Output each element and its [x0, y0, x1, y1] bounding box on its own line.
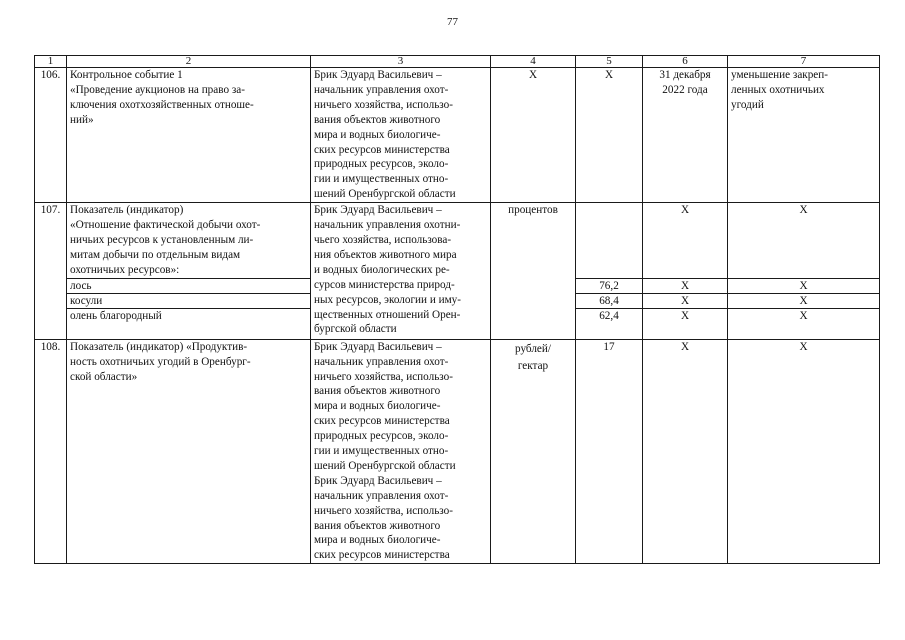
text-line: рублей/ [515, 342, 551, 355]
text-line: вания объектов животного [314, 519, 441, 532]
text-line: «Проведение аукционов на право за- [70, 83, 245, 96]
text-line: и водных биологических ре- [314, 263, 450, 276]
deadline-cell: Х [643, 278, 728, 293]
species-name: лось [67, 278, 311, 293]
note-cell: Х [728, 293, 880, 308]
text-line: вания объектов животного [314, 113, 441, 126]
responsible-cell [311, 203, 491, 340]
text-line: Контрольное событие 1 [70, 69, 183, 81]
deadline-cell: Х [643, 203, 728, 279]
note-cell: Х [728, 339, 880, 564]
deadline-cell: Х [643, 293, 728, 308]
text-line: щественных отношений Орен- [314, 308, 461, 321]
unit-cell: процентов [491, 203, 576, 340]
note-cell: Х [728, 308, 880, 339]
program-table [34, 55, 880, 564]
text-line: ничьего хозяйства, использо- [314, 98, 453, 111]
value-cell: 17 [576, 339, 643, 564]
text-line: гии и имущественных отно- [314, 173, 449, 186]
text-line: 2022 года [662, 83, 708, 96]
deadline-cell [643, 68, 728, 203]
text-line: Показатель (индикатор) «Продуктив- [70, 340, 248, 353]
species-name: косули [67, 293, 311, 308]
responsible-cell [311, 339, 491, 564]
column-number: 7 [728, 56, 880, 68]
text-line: Брик Эдуард Васильевич – [314, 474, 442, 487]
text-line: ных ресурсов, экологии и иму- [314, 293, 461, 306]
value-cell: 62,4 [576, 308, 643, 339]
text-line: мира и водных биологиче- [314, 128, 441, 141]
text-line: гии и имущественных отно- [314, 445, 449, 458]
text-line: чьего хозяйства, использова- [314, 233, 452, 246]
column-number-row [35, 56, 880, 68]
text-line: шений Оренбургской области [314, 459, 456, 472]
indicator-name-cell [67, 203, 311, 279]
column-number: 1 [35, 56, 67, 68]
text-line: начальник управления охот- [314, 355, 449, 368]
note-cell: Х [728, 203, 880, 279]
text-line: ской области» [70, 370, 138, 383]
text-line: бургской области [314, 323, 397, 336]
table-row-107 [35, 203, 880, 279]
unit-cell [491, 339, 576, 564]
text-line: ключения охотхозяйственных отноше- [70, 98, 254, 111]
value-cell: 76,2 [576, 278, 643, 293]
column-number: 5 [576, 56, 643, 68]
text-line: ничьего хозяйства, использо- [314, 504, 453, 517]
indicator-name-cell [67, 339, 311, 564]
text-line: Брик Эдуард Васильевич – [314, 69, 442, 81]
value-cell: 68,4 [576, 293, 643, 308]
text-line: угодий [731, 98, 764, 111]
text-line: шений Оренбургской области [314, 188, 456, 201]
note-cell: Х [728, 278, 880, 293]
column-number: 4 [491, 56, 576, 68]
text-line: гектар [517, 359, 549, 372]
row-number: 108. [35, 339, 67, 564]
text-line: природных ресурсов, эколо- [314, 430, 449, 443]
text-line: ленных охотничьих [731, 83, 825, 96]
text-line: начальник управления охот- [314, 83, 449, 96]
text-line: ность охотничьих угодий в Оренбург- [70, 355, 251, 368]
text-line: 31 декабря [659, 69, 711, 81]
text-line: сурсов министерства природ- [314, 278, 455, 291]
column-number: 2 [67, 56, 311, 68]
text-line: Показатель (индикатор) [70, 204, 184, 217]
text-line: вания объектов животного [314, 385, 441, 398]
text-line: охотничьих ресурсов»: [70, 263, 180, 276]
text-line: ских ресурсов министерства [314, 549, 450, 562]
column-number: 6 [643, 56, 728, 68]
text-line: уменьшение закреп- [731, 69, 828, 81]
text-line: «Отношение фактической добычи охот- [70, 219, 261, 232]
text-line: митам добычи по отдельным видам [70, 248, 241, 261]
page-number: 77 [447, 16, 458, 28]
text-line: ских ресурсов министерства [314, 143, 450, 156]
text-line: начальник управления охотни- [314, 219, 461, 232]
text-line: мира и водных биологиче- [314, 400, 441, 413]
text-line: ний» [70, 113, 94, 126]
text-line: природных ресурсов, эколо- [314, 158, 449, 171]
note-cell [728, 68, 880, 203]
species-name: олень благородный [67, 308, 311, 339]
value-cell [576, 203, 643, 279]
text-line: начальник управления охот- [314, 489, 449, 502]
unit-cell: Х [491, 68, 576, 203]
value-cell: Х [576, 68, 643, 203]
deadline-cell: Х [643, 308, 728, 339]
table-row-106 [35, 68, 880, 203]
text-line: мира и водных биологиче- [314, 534, 441, 547]
event-name-cell [67, 68, 311, 203]
text-line: ских ресурсов министерства [314, 415, 450, 428]
text-line: ния объектов животного мира [314, 248, 457, 261]
responsible-cell [311, 68, 491, 203]
text-line: ничьего хозяйства, использо- [314, 370, 453, 383]
text-line: ничьих ресурсов к установленным ли- [70, 233, 254, 246]
deadline-cell: Х [643, 339, 728, 564]
column-number: 3 [311, 56, 491, 68]
table-row-108 [35, 339, 880, 564]
row-number: 107. [35, 203, 67, 340]
text-line: Брик Эдуард Васильевич – [314, 204, 442, 217]
row-number: 106. [35, 68, 67, 203]
text-line: Брик Эдуард Васильевич – [314, 340, 442, 353]
